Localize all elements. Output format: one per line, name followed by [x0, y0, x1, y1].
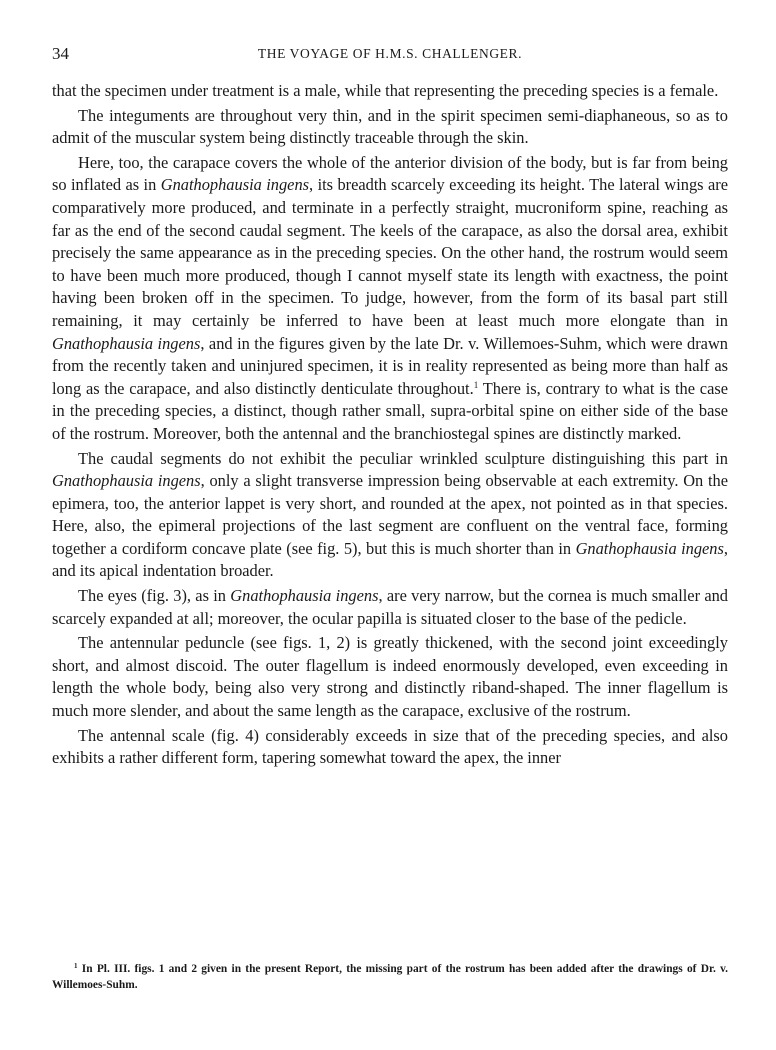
genus-name: Gnathophausia ingens [52, 471, 201, 491]
paragraph-3: Here, too, the carapace covers the whole of the anterior division of the body, but is far from being so inflated as in Gnathophausia ingens, its breadth scarcely exceeding its height. The lateral wings are comparatively more produced, and terminate in a perfectly straight, mucroniform spine, reaching as far as the end of the second caudal segment. The keels of the carapace, as also the dorsal area, exhibit precisely the same appearance as in the preceding species. On the other hand, the rostrum would seem to have been much more produced, though I cannot myself state its length with exactness, the point having been broken off in the specimen. To judge, however, from the form of its basal part still remaining, it may certainly be inferred to have been at least much more elongate than in Gnathophausia ingens, and in the figures given by the late Dr. v. Willemoes-Suhm, which were drawn from the recently taken and uninjured specimen, it is in reality represented as being more than half as long as the carapace, and also distinctly denticulate throughout.$^1$ There is, contrary to what is the case in the preceding species, a distinct, though rather small, supra-orbital spine on either side of the base of the rostrum. Moreover, both the antennal and the branchiostegal spines are distinctly marked. [52, 152, 728, 443]
page-number: 34 [52, 44, 69, 63]
paragraph-7: The antennal scale (fig. 4) considerably exceeds in size that of the preceding species, and also exhibits a rather different form, tapering somewhat toward the apex, the inner [52, 725, 728, 768]
genus-name: Gnathophausia ingens [230, 586, 379, 606]
paragraph-2: The integuments are throughout very thin, and in the spirit specimen semi-diaphaneous, so as to admit of the muscular system being distinctly traceable through the skin. [52, 105, 728, 148]
genus-name: Gnathophausia ingens [160, 175, 310, 195]
genus-name: Gnathophausia ingens [52, 333, 201, 353]
page [52, 44, 728, 991]
footnote: $^1$ In Pl. III. figs. 1 and 2 given in the present Report, the missing part of the rostrum has been added after the drawings of Dr. v. Willemoes-Suhm. [52, 962, 728, 991]
footnote-mark: 1 [74, 962, 78, 970]
genus-name: Gnathophausia ingens [575, 538, 724, 558]
paragraph-6: The antennular peduncle (see figs. 1, 2) is greatly thickened, with the second joint exceedingly short, and almost discoid. The outer flagellum is indeed enormously developed, even exceeding in length the whole body, being also very strong and distinctly riband-shaped. The inner flagellum is much more slender, and about the same length as the carapace, exclusive of the rostrum. [52, 633, 728, 721]
paragraph-5: The eyes (fig. 3), as in Gnathophausia ingens, are very narrow, but the cornea is much smaller and scarcely expanded at all; moreover, the ocular papilla is situated closer to the base of the pedicle. [52, 586, 728, 628]
paragraph-4: The caudal segments do not exhibit the peculiar wrinkled sculpture distinguishing this part in Gnathophausia ingens, only a slight transverse impression being observable at each extremity. On the epimera, too, the anterior lappet is very short, and rounded at the apex, not pointed as in that species. Here, also, the epimeral projections of the last segment are confluent on the ventral face, forming together a cordiform concave plate (see fig. 5), but this is much shorter than in Gnathophausia ingens, and its apical indentation broader. [52, 448, 728, 581]
footnote-reference: 1 [473, 379, 479, 390]
paragraph-1: that the specimen under treatment is a male, while that representing the preceding species is a female. [52, 81, 719, 100]
page-header [52, 44, 728, 66]
running-title: THE VOYAGE OF H.M.S. CHALLENGER. [257, 46, 523, 61]
